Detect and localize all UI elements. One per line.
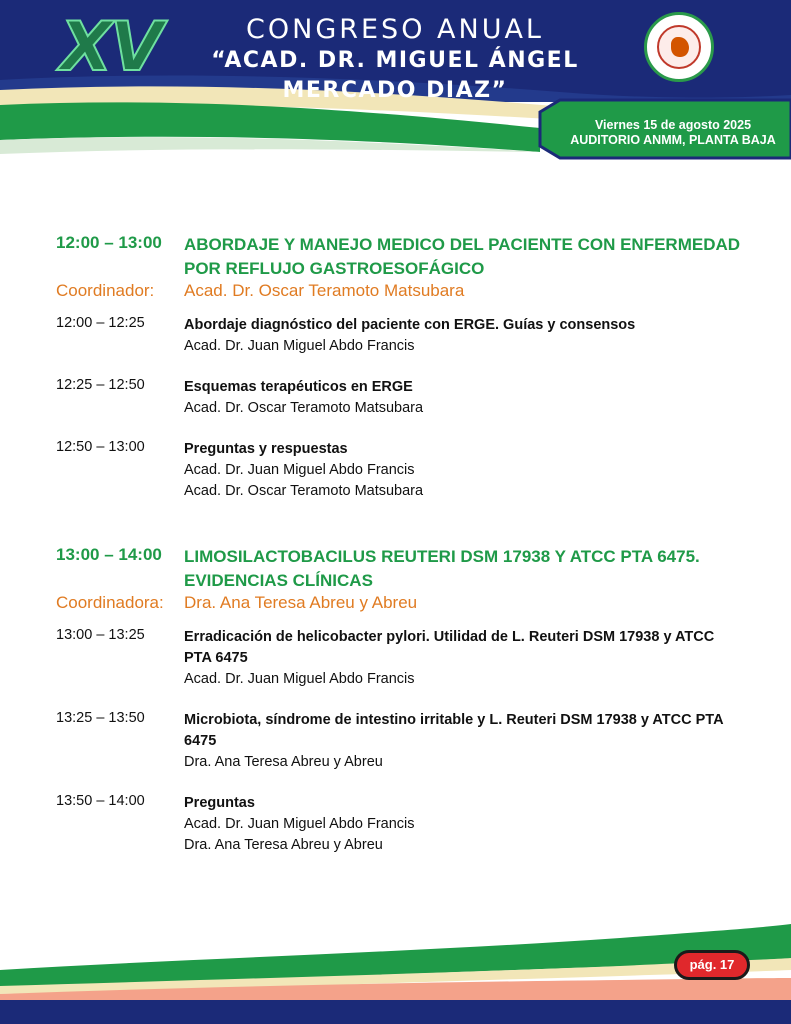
item-speaker: Acad. Dr. Juan Miguel Abdo Francis [184, 338, 415, 354]
coordinator-label: Coordinadora: [56, 593, 164, 612]
page-footer [0, 900, 791, 1024]
session-title: ABORDAJE Y MANEJO MEDICO DEL PACIENTE CON ENFERMEDAD POR REFLUJO GASTROESOFÁGICO [184, 235, 741, 278]
item-body [184, 627, 744, 690]
session-block [56, 545, 756, 853]
item-time: 13:00 – 13:25 [56, 627, 145, 643]
page-number-badge: pág. 17 [674, 950, 750, 980]
session-time: 12:00 – 13:00 [56, 233, 162, 252]
event-date: Viernes 15 de agosto 2025 [594, 118, 752, 132]
event-date-venue [568, 118, 778, 148]
seal-inner-ring [657, 25, 701, 69]
item-body [184, 793, 744, 856]
session-time: 13:00 – 14:00 [56, 545, 162, 564]
item-title: Microbiota, síndrome de intestino irritable y L. Reuteri DSM 17938 y ATCC PTA 6475 [184, 712, 724, 749]
item-body [184, 439, 744, 502]
item-time: 12:00 – 12:25 [56, 315, 145, 331]
edition-numeral: XV [60, 8, 162, 87]
session-title: LIMOSILACTOBACILUS REUTERI DSM 17938 Y ATCC PTA 6475. EVIDENCIAS CLÍNICAS [184, 547, 700, 590]
session-block [56, 233, 756, 499]
coordinator-name: Dra. Ana Teresa Abreu y Abreu [184, 593, 418, 612]
item-speaker: Dra. Ana Teresa Abreu y Abreu [184, 754, 383, 770]
coordinator-name: Acad. Dr. Oscar Teramoto Matsubara [184, 281, 465, 300]
item-time: 13:25 – 13:50 [56, 710, 145, 726]
page-header [0, 0, 791, 180]
item-time: 12:50 – 13:00 [56, 439, 145, 455]
coordinator-label: Coordinador: [56, 281, 155, 300]
session-header [56, 545, 756, 612]
item-speaker: Dra. Ana Teresa Abreu y Abreu [184, 837, 383, 853]
item-title: Preguntas y respuestas [184, 441, 348, 457]
item-speaker: Acad. Dr. Juan Miguel Abdo Francis [184, 671, 415, 687]
item-title: Esquemas terapéuticos en ERGE [184, 379, 413, 395]
congress-honoree: “ACAD. DR. MIGUEL ÁNGEL MERCADO DIAZ” [211, 48, 579, 103]
item-body [184, 315, 744, 357]
item-speaker: Acad. Dr. Juan Miguel Abdo Francis [184, 816, 415, 832]
item-speaker: Acad. Dr. Juan Miguel Abdo Francis [184, 462, 415, 478]
item-time: 13:50 – 14:00 [56, 793, 145, 809]
stomach-icon [671, 37, 689, 57]
item-time: 12:25 – 12:50 [56, 377, 145, 393]
item-speaker: Acad. Dr. Oscar Teramoto Matsubara [184, 483, 424, 499]
item-title: Abordaje diagnóstico del paciente con ERGE. Guías y consensos [184, 317, 636, 333]
congress-title: CONGRESO ANUAL [246, 14, 544, 45]
item-title: Erradicación de helicobacter pylori. Utilidad de L. Reuteri DSM 17938 y ATCC PTA 6475 [184, 629, 715, 666]
item-body [184, 377, 744, 419]
footer-wave-graphic [0, 900, 791, 1024]
session-header [56, 233, 756, 300]
item-title: Preguntas [184, 795, 255, 811]
association-seal-logo [644, 12, 714, 82]
item-speaker: Acad. Dr. Oscar Teramoto Matsubara [184, 400, 424, 416]
item-body [184, 710, 744, 773]
event-venue: AUDITORIO ANMM, PLANTA BAJA [570, 133, 776, 147]
